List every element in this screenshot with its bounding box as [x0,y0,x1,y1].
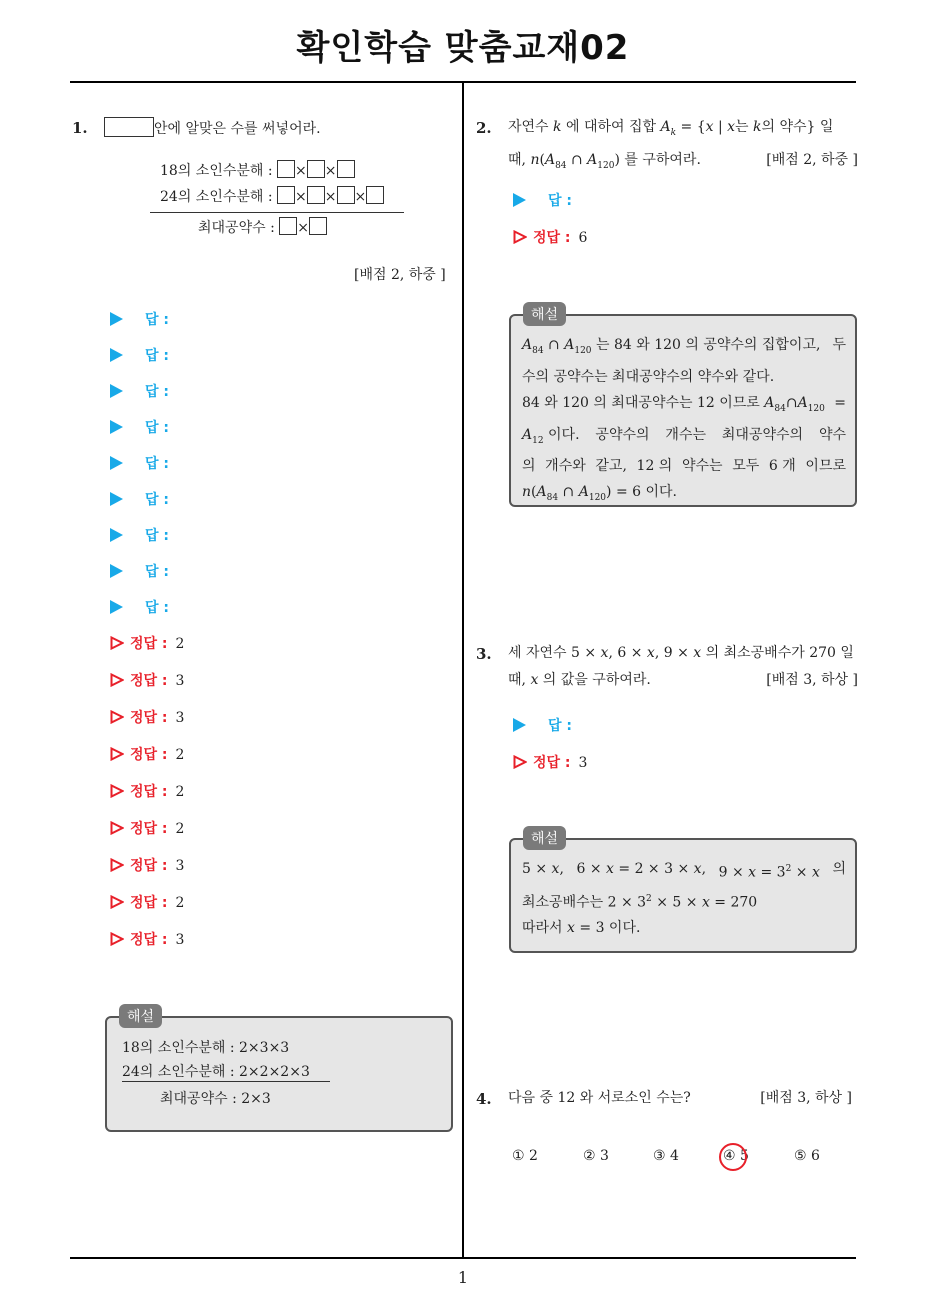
q3-score: [배점 3, 하상 ] [766,672,858,688]
q1-input-box[interactable] [307,160,325,178]
q1-input-box[interactable] [279,217,297,235]
dap-label: 답 : [145,384,169,400]
q2-number: 2. [476,119,492,137]
q1-correct-answer [110,892,184,912]
q1-correct-answer [110,670,184,690]
q1-text: 안에 알맞은 수를 써넣어라. [154,121,321,137]
dap-label: 답 : [548,193,572,209]
q3-correct-answer [513,752,587,772]
triangle-outline-icon [110,747,124,761]
answer-label: 정답 : [130,895,168,911]
q3-text: 세 자연수 5 × x, 6 × x, 9 × x 의 최소공배수가 270 일 때, x 의 값을 구하여라. [배점 3, 하상 ] [508,640,858,694]
q1-answer-line[interactable] [110,453,169,473]
play-icon [513,193,526,207]
q4-text-row [508,1085,858,1112]
q1-row-18: 18의 소인수분해 : × × [150,160,404,186]
q1-solution-line: 24의 소인수분해 : 2×2×2×3 [122,1059,330,1082]
q1-input-box[interactable] [277,186,295,204]
play-icon [110,312,123,326]
play-icon [513,718,526,732]
answer-value: 2 [175,747,185,763]
answer-value: 3 [578,755,588,771]
q4-score: [배점 3, 하상 ] [760,1090,852,1106]
q1-answer-line[interactable] [110,489,169,509]
answer-label: 정답 : [130,673,168,689]
q1-solution-text [122,1035,342,1110]
q2-text: 자연수 k 에 대하여 집합 $A_k = \{x$ | x는 k의 약수} 일 때, $n(A_{84}$ ∩ $A_{120}$) 를 구하여라. [배점 2, 하중 ] [508,114,858,180]
answer-value: 2 [175,784,185,800]
selected-choice-circle [719,1143,747,1171]
q3-solution-text: 5 × x, 6 × x = 2 × 3 × x, $9 \times x = 3^2 \times x$ 의 최소공배수는 $2 \times 3^2 \times 5 \times x = 270$ 따라서 x = 3 이다. [522,861,846,937]
dap-label: 답 : [145,528,169,544]
dap-label: 답 : [145,492,169,508]
q4-text: 다음 중 12 와 서로소인 수는? [508,1090,691,1106]
q1-input-box[interactable] [309,217,327,235]
q1-answer-line[interactable] [110,381,169,401]
triangle-outline-icon [110,821,124,835]
q1-number: 1. [72,119,88,137]
play-icon [110,492,123,506]
q1-row-24: 24의 소인수분해 : × × × [150,186,404,210]
dap-label: 답 : [145,348,169,364]
q1-input-box[interactable] [366,186,384,204]
answer-value: 3 [175,932,185,948]
q1-divider [150,212,404,213]
answer-value: 2 [175,821,185,837]
play-icon [110,456,123,470]
q4-choice[interactable]: ④ 5 [723,1148,749,1164]
play-icon [110,420,123,434]
q2-solution-tag: 해설 [523,302,566,326]
q1-prompt [104,116,321,143]
play-icon [110,564,123,578]
answer-value: 3 [175,673,185,689]
triangle-outline-icon [110,673,124,687]
play-icon [110,600,123,614]
dap-label: 답 : [548,718,572,734]
answer-label: 정답 : [130,784,168,800]
q1-correct-answer [110,633,184,653]
q4-choice[interactable]: ② 3 [583,1148,609,1164]
q1-input-box[interactable] [307,186,325,204]
q4-number: 4. [476,1090,492,1108]
triangle-outline-icon [110,636,124,650]
q1-answer-line[interactable] [110,345,169,365]
play-icon [110,348,123,362]
answer-label: 정답 : [130,636,168,652]
q1-input-box[interactable] [337,160,355,178]
answer-label: 정답 : [533,230,571,246]
answer-label: 정답 : [130,932,168,948]
q3-solution-tag: 해설 [523,826,566,850]
q2-score: [배점 2, 하중 ] [766,151,858,168]
page-title: 확인학습 맞춤교재02 [296,28,630,68]
q1-answer-line[interactable] [110,597,169,617]
answer-value: 3 [175,858,185,874]
dap-label: 답 : [145,564,169,580]
answer-label: 정답 : [130,858,168,874]
answer-label: 정답 : [130,747,168,763]
answer-value: 3 [175,710,185,726]
q1-factor-table [150,160,404,241]
q1-correct-answer [110,744,184,764]
answer-label: 정답 : [533,755,571,771]
play-icon [110,384,123,398]
q2-correct-answer [513,227,587,247]
q1-solution-tag: 해설 [119,1004,162,1028]
q1-answer-line[interactable] [110,309,169,329]
q1-correct-answer [110,818,184,838]
q3-answer-line[interactable] [513,715,572,735]
answer-value: 2 [175,895,185,911]
q1-row-gcd: 최대공약수 : × [150,217,404,241]
dap-label: 답 : [145,312,169,328]
triangle-outline-icon [110,784,124,798]
q3-number: 3. [476,645,492,663]
q1-row2-label: 24의 소인수분해 : [160,189,273,205]
q1-answer-line[interactable] [110,417,169,437]
q1-input-box[interactable] [337,186,355,204]
q1-correct-answer [110,929,184,949]
q1-blank-box[interactable] [104,117,154,137]
answer-value: 6 [578,230,588,246]
bottom-rule [70,1257,856,1259]
column-divider [462,82,464,1258]
triangle-outline-icon [110,932,124,946]
q2-solution-text: $A_{84}$ ∩ $A_{120}$ 는 84 와 120 의 공약수의 집합이고, 두 수의 공약수는 최대공약수의 약수와 같다. 84 와 120 의 최대공약수는 12 이므로 $A_{84}\cap A_{120}$ = $A_{12}$ 이다. 공약수의 개수는 최대공약수의 약수 의 개수와 같고, 12 의 약수는 모두 6 개 이므로 $n(A_{84}$ ∩ $A_{120}) = 6$ 이다. [522,337,846,504]
q1-score: [배점 2, 하중 ] [354,267,446,283]
triangle-outline-icon [110,858,124,872]
q1-solution-line: 최대공약수 : 2×3 [160,1091,271,1107]
triangle-outline-icon [110,710,124,724]
triangle-outline-icon [110,895,124,909]
q2-answer-line[interactable] [513,190,572,210]
dap-label: 답 : [145,420,169,436]
q1-row1-label: 18의 소인수분해 : [160,163,273,179]
dap-label: 답 : [145,600,169,616]
answer-label: 정답 : [130,821,168,837]
q1-answer-line[interactable] [110,525,169,545]
q1-solution-line: 18의 소인수분해 : 2×3×3 [122,1040,290,1056]
q4-choice[interactable]: ③ 4 [653,1148,679,1164]
q1-correct-answer [110,781,184,801]
answer-value: 2 [175,636,185,652]
triangle-outline-icon [513,230,527,244]
q1-correct-answer [110,855,184,875]
triangle-outline-icon [513,755,527,769]
q1-correct-answer [110,707,184,727]
q4-choice[interactable]: ① 2 [512,1148,538,1164]
q4-choice[interactable]: ⑤ 6 [794,1148,820,1164]
page-number: 1 [457,1268,469,1287]
q1-input-box[interactable] [277,160,295,178]
play-icon [110,528,123,542]
q1-answer-line[interactable] [110,561,169,581]
q1-row3-label: 최대공약수 : [198,220,275,236]
dap-label: 답 : [145,456,169,472]
answer-label: 정답 : [130,710,168,726]
